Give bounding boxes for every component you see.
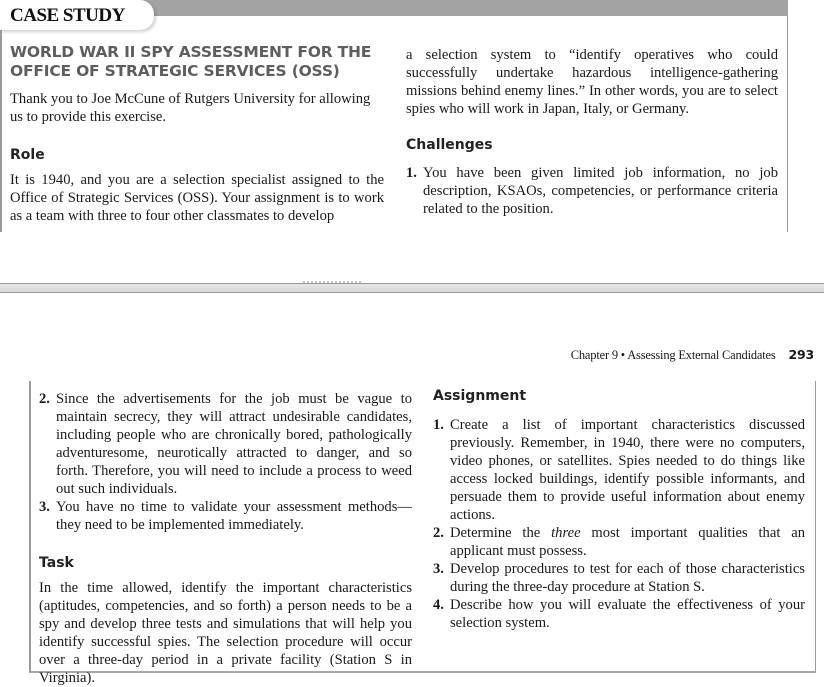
item-number: 4.	[433, 597, 444, 613]
left-column-bottom	[39, 390, 412, 687]
page-frame-left-border	[0, 16, 2, 232]
page-frame-right-border	[787, 16, 788, 232]
chapter-title: Chapter 9 • Assessing External Candidates	[570, 348, 776, 362]
assignment-item	[433, 596, 805, 632]
page-separator	[0, 283, 824, 293]
item-number: 2.	[39, 391, 50, 407]
case-study-label: CASE STUDY	[10, 5, 125, 26]
item-text: Since the advertisements for the job must be vague to maintain secrecy, they will attract undesirable candidates, including people who are chronically bored, pathologically adventuresome, neurotically attracted to danger, and so forth. Therefore, you will need to include a process to weed out such individuals.	[56, 391, 412, 497]
item-number: 1.	[433, 417, 444, 433]
item-text: You have been given limited job information, no job description, KSAOs, competencies, or performance criteria related to the position.	[423, 165, 778, 217]
item-emphasis: three	[551, 525, 581, 541]
page-number: 293	[788, 347, 814, 362]
challenges-list-continued	[39, 390, 412, 534]
right-column-bottom	[433, 388, 805, 632]
item-number: 3.	[433, 561, 444, 577]
page-gap	[0, 232, 824, 283]
document-page-top	[0, 0, 824, 232]
document-page-bottom	[0, 293, 824, 686]
case-study-banner	[0, 0, 154, 30]
task-heading: Task	[39, 555, 74, 571]
assignment-item	[433, 524, 805, 560]
challenges-list	[406, 164, 778, 218]
running-header	[571, 347, 814, 363]
case-title	[10, 43, 384, 81]
selection-system-text: a selection system to “identify operatives who could successfully undertake hazardous intelligence-gathering missions behind enemy lines.” In other words, you are to select spies who will work in Japan, Italy, or Germany.	[406, 47, 778, 117]
item-text-after: most important qualities that an applicant must possess.	[450, 525, 805, 559]
assignment-list	[433, 416, 805, 632]
item-text: Create a list of important characteristics discussed previously. Remember, in 1940, there were no computers, video phones, or satellites. Spies needed to do things like access locked buildings, identify possible informants, and persuade them to provide useful information about enemy actions.	[450, 417, 805, 523]
challenge-item	[406, 164, 778, 218]
assignment-item	[433, 416, 805, 524]
item-number: 1.	[406, 165, 417, 181]
case-title-line-1: WORLD WAR II SPY ASSESSMENT FOR THE	[10, 43, 372, 61]
role-text: It is 1940, and you are a selection specialist assigned to the Office of Strategic Services (OSS). Your assignment is to work as a team with three to four other classmates to develop	[10, 172, 384, 224]
acknowledgment-text: Thank you to Joe McCune of Rutgers University for allowing us to provide this exercise.	[10, 91, 371, 125]
challenge-item	[39, 390, 412, 498]
item-text: Describe how you will evaluate the effectiveness of your selection system.	[450, 597, 805, 631]
assignment-item	[433, 560, 805, 596]
right-column-top	[406, 46, 778, 218]
item-text: You have no time to validate your assessment methods—they need to be implemented immediately.	[56, 499, 412, 533]
item-number: 2.	[433, 525, 444, 541]
task-text: In the time allowed, identify the important characteristics (aptitudes, competencies, and so forth) a person needs to be a spy and develop three tests and simulations that will help you identify successful spies. The selection procedure will occur over a three-day period in a private facility (Station S in Virginia).	[39, 580, 412, 686]
case-title-line-2: OFFICE OF STRATEGIC SERVICES (OSS)	[10, 62, 340, 80]
challenges-heading: Challenges	[406, 137, 493, 153]
assignment-heading: Assignment	[433, 388, 527, 404]
item-text-before: Determine the	[450, 525, 552, 541]
item-text: Develop procedures to test for each of those characteristics during the three-day procedure at Station S.	[450, 561, 805, 595]
left-column-top	[10, 43, 384, 225]
challenge-item	[39, 498, 412, 534]
item-number: 3.	[39, 499, 50, 515]
role-heading: Role	[10, 147, 45, 163]
